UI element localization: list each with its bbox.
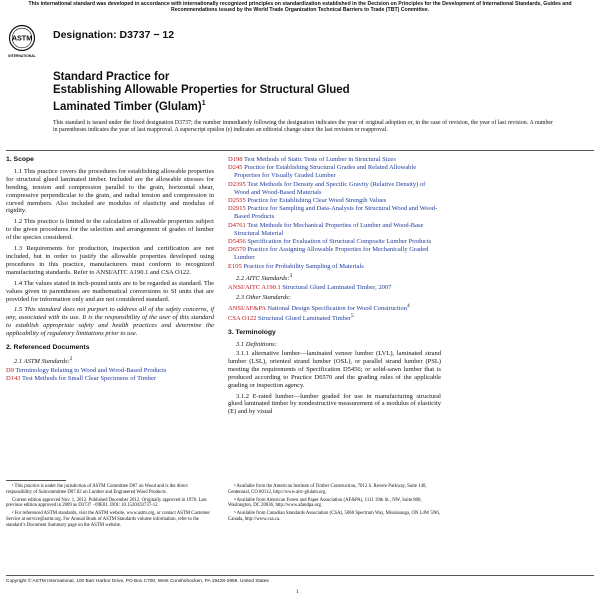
page-number: 1 xyxy=(296,589,299,595)
header-divider xyxy=(6,150,594,151)
reference-code[interactable]: D143 xyxy=(6,375,21,383)
reference-code[interactable]: CSA O122 xyxy=(228,315,257,323)
reference-code[interactable]: D4761 xyxy=(228,221,246,229)
reference-item[interactable] xyxy=(228,246,441,262)
reference-item[interactable] xyxy=(6,367,214,375)
reference-title[interactable]: Structural Glued Laminated Timber, 2007 xyxy=(282,283,392,291)
reference-title[interactable]: Test Methods for Small Clear Specimens of Timber xyxy=(21,375,157,383)
reference-title[interactable]: Specification for Evaluation of Structural Composite Lumber Products xyxy=(247,238,432,246)
reference-item[interactable] xyxy=(228,197,441,205)
reference-item[interactable] xyxy=(228,313,441,323)
reference-code[interactable]: E105 xyxy=(228,262,242,270)
reference-title[interactable]: Practice for Probability Sampling of Materials xyxy=(243,262,364,270)
other-standards-heading xyxy=(228,294,441,302)
reference-title[interactable]: Terminology Relating to Wood and Wood-Based Products xyxy=(15,367,167,374)
right-column xyxy=(228,156,441,419)
terminology-heading: 3. Terminology xyxy=(228,329,276,337)
reference-title[interactable]: Structural Glued Laminated Timber xyxy=(257,315,351,323)
aitc-standards-label: 2.2 AITC Standards: xyxy=(236,274,290,282)
reference-item[interactable] xyxy=(228,164,441,180)
astm-logo-icon xyxy=(8,24,36,64)
reference-code[interactable]: D5456 xyxy=(228,238,246,246)
footnote-edition: Current edition approved Nov. 1, 2012. Published December 2012. Originally approved in 1978. Last previous edition approved in 2009 as D3737 −09E01. DOI: 10.1520/D3737-12. xyxy=(6,497,207,509)
para-1-1: 1.1 This practice covers the procedures for establishing allowable properties for structural glued laminated timber. Included are the allowable stresses for bending, tension and compression parallel to the grain, horizontal shear, compressive perpendicular to the grain, and radial tension and compression in curved members. Also included are modulus of elasticity and modulus of rigidity. xyxy=(6,167,214,215)
title-line-3 xyxy=(53,97,433,114)
copyright-line: Copyright © ASTM International, 100 Barr Harbor Drive, PO Box C700, West Conshohocken, PA 19428-2959. United States xyxy=(6,575,594,584)
title-line-2: Establishing Allowable Properties for Structural Glued xyxy=(53,84,350,96)
tbt-banner: This international standard was developed in accordance with internationally recognized principles on standardization established in the Decision on Principles for the Development of International Standards, Guides and Recommendations issued by the World Trade Organization Technical Barriers to Trade (TBT) Committee. xyxy=(28,1,572,14)
reference-item[interactable] xyxy=(228,303,441,313)
reference-mark: 5 xyxy=(350,313,354,320)
astm-logo-subtext: INTERNATIONAL xyxy=(8,54,36,58)
reference-title[interactable]: Practice for Assigning Allowable Properties for Mechanically Graded Lumber xyxy=(234,246,429,262)
left-references xyxy=(6,367,214,383)
para-1-3: 1.3 Requirements for production, inspection and certification are not included, but in order to justify the allowable properties developed using procedures in this practice, manufacturers must conform to recognized manufacturing standards. Refer to ANSI/AITC A190.1 and CSA O122. xyxy=(6,245,214,276)
reference-item[interactable] xyxy=(228,222,441,238)
astm-standards-label: 2.1 ASTM Standards: xyxy=(14,358,70,366)
issued-note: This standard is issued under the fixed designation D3737; the number immediately following the designation indicates the year of original adoption or, in the case of revision, the year of last revision. A number in parentheses indicates the year of last reapproval. A superscript epsilon (ε) indicates an editorial change since the last revision or reapproval. xyxy=(53,120,553,134)
designation: Designation: D3737 − 12 xyxy=(53,29,175,41)
reference-item[interactable] xyxy=(228,238,441,246)
definitions-heading xyxy=(228,341,441,349)
reference-title[interactable]: Practice for Establishing Clear Wood Strength Values xyxy=(247,197,387,205)
para-3-1-1: 3.1.1 alternative lumber—laminated veneer lumber (LVL), laminated strand lumber (LSL), oriented strand lumber (OSL), or parallel strand lumber (PSL) meeting the requirements of Specification D5456; or solid-sawn lumber that is produced according to Practice D6570 and the grading rules of the applicable grading or inspection agency. xyxy=(228,350,441,389)
footnote-4: ⁴ Available from American Forest and Paper Association (AF&PA), 1111 19th St., NW, Suite 800, Washington, DC 20036, http://www.afandpa.org. xyxy=(228,497,422,509)
reference-mark: 4 xyxy=(406,302,410,309)
aitc-standards-heading xyxy=(228,273,441,283)
left-column xyxy=(6,156,214,384)
right-references xyxy=(228,156,441,271)
footnote-5: ⁵ Available from Canadian Standards Association (CSA), 5060 Spectrum Way, Mississauga, ON L4W 5N6, Canada, http://www.csa.ca. xyxy=(228,511,441,522)
footnotes-right xyxy=(228,484,441,525)
scope-heading: 1. Scope xyxy=(6,156,34,163)
reference-code[interactable]: D245 xyxy=(228,164,243,172)
para-1-5: 1.5 This standard does not purport to address all of the safety concerns, if any, associated with its use. It is the responsibility of the user of this standard to establish appropriate safety and health practices and determine the applicability of regulatory limitations prior to use. xyxy=(6,306,214,338)
reference-code[interactable]: D2915 xyxy=(228,205,246,213)
astm-standards-heading xyxy=(6,356,214,366)
astm-standards-mark: 2 xyxy=(69,355,73,362)
reference-item[interactable] xyxy=(228,205,441,221)
page-title xyxy=(53,71,433,114)
other-standards-label: 2.3 Other Standards: xyxy=(236,293,291,301)
reference-item[interactable] xyxy=(228,156,441,164)
referenced-documents-heading: 2. Referenced Documents xyxy=(6,344,90,352)
reference-code[interactable]: ANSI/AITC A190.1 xyxy=(228,283,281,291)
footnote-3: ³ Available from the American Institute of Timber Construction, 7012 S. Revere Parkway, Suite 140, Centennial, CO 80112, http://www.aitc-glulam.org. xyxy=(228,484,427,495)
reference-code[interactable]: D2395 xyxy=(228,180,246,188)
definitions-label: 3.1 Definitions: xyxy=(236,341,277,349)
footnotes-left xyxy=(6,484,214,531)
reference-item[interactable] xyxy=(228,181,441,197)
title-footnote-mark: 1 xyxy=(201,100,206,107)
footnote-2: ² For referenced ASTM standards, visit the ASTM website, www.astm.org, or contact ASTM Customer Service at service@astm.org. For Annual Book of ASTM Standards volume information, refer to the standard’s Document Summary page on the ASTM website. xyxy=(6,511,210,528)
reference-code[interactable]: D6570 xyxy=(228,246,246,254)
reference-title[interactable]: Test Methods for Mechanical Properties of Lumber and Wood-Base Structural Material xyxy=(234,221,424,237)
reference-item[interactable] xyxy=(228,263,441,271)
reference-title[interactable]: Practice for Establishing Structural Grades and Related Allowable Properties for Visually Graded Lumber xyxy=(234,164,417,180)
reference-code[interactable]: ANSI/AF&PA xyxy=(228,304,266,312)
para-1-4: 1.4 The values stated in inch-pound units are to be regarded as standard. The values given in parentheses are mathematical conversions to SI units that are provided for information only and are not considered standard. xyxy=(6,279,214,303)
reference-title[interactable]: Test Methods of Static Tests of Lumber in Structural Sizes xyxy=(243,156,396,163)
astm-logo-text: ASTM xyxy=(11,33,33,43)
aitc-standards-mark: 3 xyxy=(289,272,293,279)
reference-code[interactable]: D2555 xyxy=(228,197,246,205)
footnote-1: ¹ This practice is under the jurisdiction of ASTM Committee D07 on Wood and is the direct responsibility of Subcommittee D07.02 on Lumber and Engineered Wood Products. xyxy=(6,484,188,495)
reference-code[interactable]: D9 xyxy=(6,367,14,374)
footnote-divider xyxy=(6,480,66,481)
para-3-1-2: 3.1.2 E-rated lumber—lumber graded for use in manufacturing structural glued laminated timber by nondestructive measurement of a modulus of elasticity (E) and by visual xyxy=(228,392,441,416)
reference-title[interactable]: National Design Specification for Wood Construction xyxy=(267,304,407,312)
reference-item[interactable] xyxy=(6,375,214,383)
reference-title[interactable]: Test Methods for Density and Specific Gravity (Relative Density) of Wood and Wood-Based Materials xyxy=(234,180,426,196)
reference-code[interactable]: D198 xyxy=(228,156,243,163)
para-1-2: 1.2 This practice is limited to the calculation of allowable properties subject to the given procedures for the selection and arrangement of grades of lumber of the species considered. xyxy=(6,218,214,242)
reference-item[interactable] xyxy=(228,284,441,292)
reference-title[interactable]: Practice for Sampling and Data-Analysis for Structural Wood and Wood-Based Products xyxy=(234,205,438,221)
title-line-3-text: Laminated Timber (Glulam) xyxy=(53,100,202,113)
title-line-1: Standard Practice for xyxy=(53,71,170,83)
